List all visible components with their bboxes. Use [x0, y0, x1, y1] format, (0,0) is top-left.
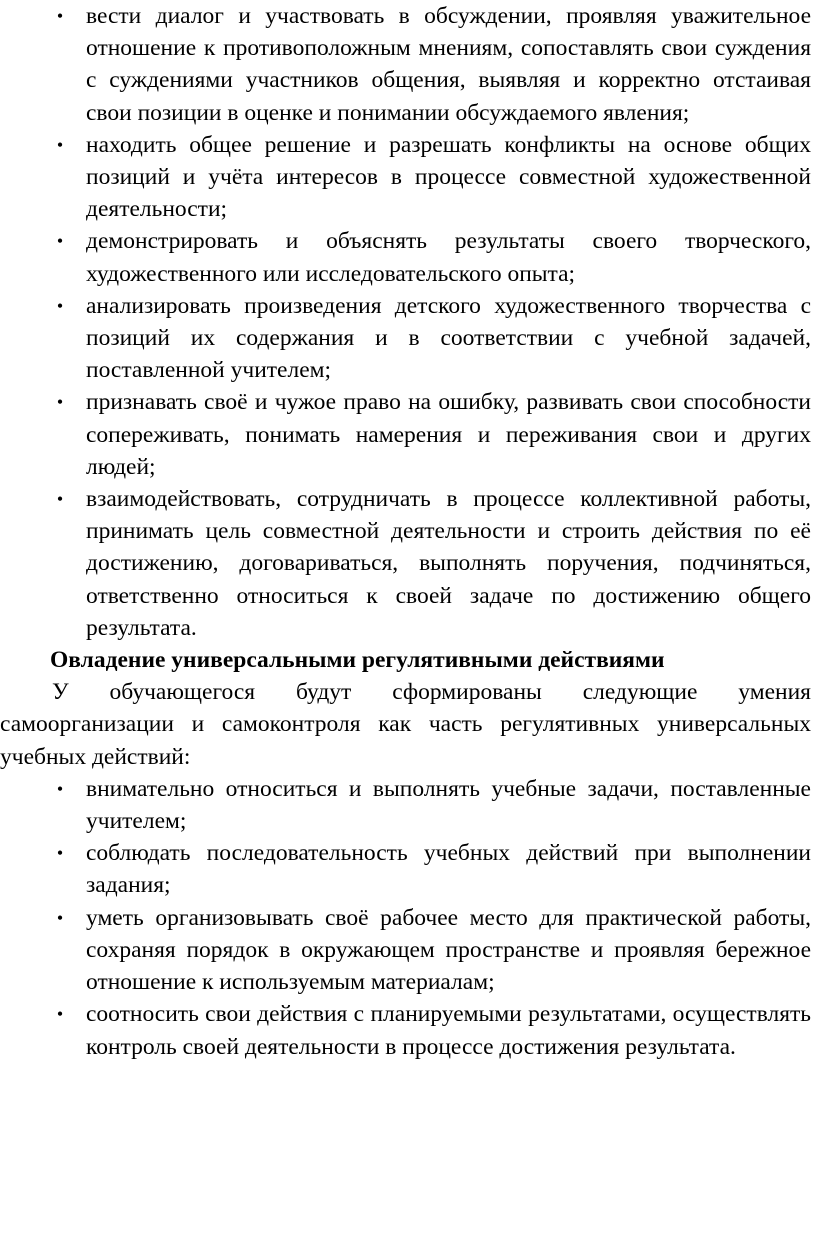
bullet-icon: • [56, 295, 64, 316]
list-item [0, 129, 811, 226]
bullet-icon: • [56, 1004, 64, 1025]
list-item-text: анализировать произведения детского художественного творчества с позиций их содержания и в соответствии с учебной задачей, поставленной учителем; [86, 292, 811, 384]
list-item [0, 290, 811, 387]
list-item [0, 998, 811, 1062]
list-item-text: находить общее решение и разрешать конфликты на основе общих позиций и учёта интересов в процессе совместной художественной деятельности; [86, 131, 811, 223]
list-item [0, 0, 811, 129]
list-item [0, 837, 811, 901]
list-item-text: соотносить свои действия с планируемыми результатами, осуществлять контроль своей деятельности в процессе достижения результата. [86, 1001, 811, 1060]
bullet-icon: • [56, 907, 64, 928]
list-item-text: взаимодействовать, сотрудничать в процессе коллективной работы, принимать цель совместной деятельности и строить действия по её достижению, договариваться, выполнять поручения, подчиняться, ответственно относиться к своей задаче по достижению общего результата. [86, 486, 811, 641]
list-item [0, 225, 811, 289]
bullet-icon: • [56, 489, 64, 510]
regulatory-skills-list [0, 773, 811, 1063]
list-item-text: признавать своё и чужое право на ошибку, развивать свои способности сопереживать, понимать намерения и переживания свои и других людей; [86, 389, 811, 480]
bullet-icon: • [56, 392, 64, 413]
list-item [0, 386, 811, 483]
list-item-text: уметь организовывать своё рабочее место для практической работы, сохраняя порядок в окружающем пространстве и проявляя бережное отношение к используемым материалам; [86, 904, 811, 996]
list-item-text: демонстрировать и объяснять результаты своего творческого, художественного или исследовательского опыта; [86, 228, 811, 287]
bullet-icon: • [56, 6, 64, 26]
list-item-text: соблюдать последовательность учебных действий при выполнении задания; [86, 840, 811, 899]
bullet-icon: • [56, 778, 64, 799]
bullet-icon: • [56, 134, 64, 155]
list-item [0, 902, 811, 999]
bullet-icon: • [56, 231, 64, 252]
section-intro-paragraph: У обучающегося будут сформированы следующие умения самоорганизации и самоконтроля как часть регулятивных универсальных учебных действий: [0, 679, 811, 770]
list-item [0, 483, 811, 644]
bullet-icon: • [56, 843, 64, 864]
list-item-text: вести диалог и участвовать в обсуждении, проявляя уважительное отношение к противоположным мнениям, сопоставлять свои суждения с суждениями участников общения, выявляя и корректно отстаивая свои позиции в оценке и понимании обсуждаемого явления; [86, 3, 811, 126]
list-item [0, 773, 811, 837]
list-item-text: внимательно относиться и выполнять учебные задачи, поставленные учителем; [86, 775, 811, 835]
section-heading: Овладение универсальными регулятивными действиями [50, 647, 665, 674]
